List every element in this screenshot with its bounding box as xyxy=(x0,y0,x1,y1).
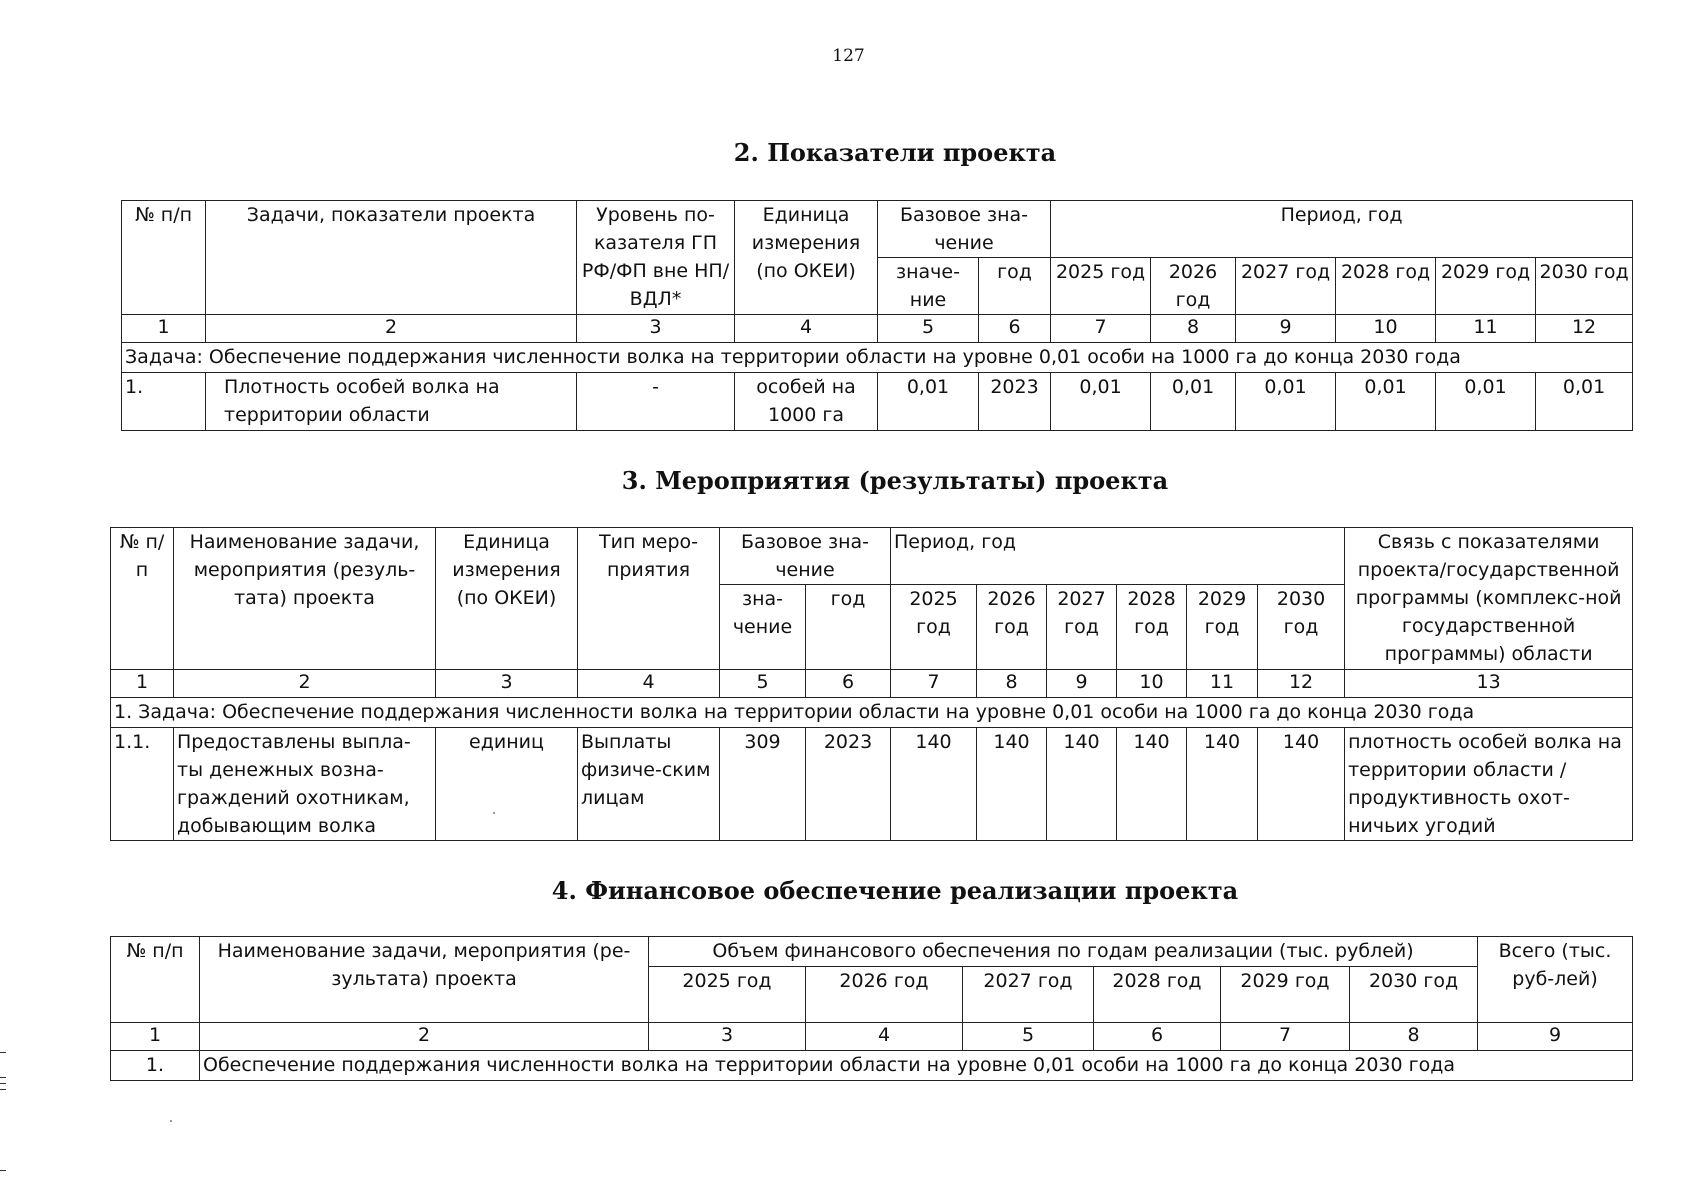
header-name: Наименование задачи, мероприятия (ре-зультата) проекта xyxy=(200,937,649,1023)
column-number: 7 xyxy=(1051,315,1151,343)
header-period: Период, год xyxy=(891,528,1345,585)
scan-mark xyxy=(0,1089,6,1090)
value-2030: 140 xyxy=(1258,728,1345,841)
scan-mark xyxy=(0,1077,6,1078)
column-number: 8 xyxy=(1350,1023,1478,1051)
header-year-2029: 2029 год xyxy=(1436,258,1536,315)
column-number: 1 xyxy=(122,315,206,343)
section-2-title: 2. Показатели проекта xyxy=(733,138,1057,167)
column-number-row xyxy=(111,670,1633,698)
base-value: 309 xyxy=(720,728,806,841)
base-value: 0,01 xyxy=(878,373,979,431)
header-type: Тип меро-приятия xyxy=(578,528,720,670)
header-unit: Единица измерения (по ОКЕИ) xyxy=(436,528,578,670)
header-year-2027: 2027 год xyxy=(1047,585,1117,670)
column-number: 2 xyxy=(206,315,577,343)
header-base: Базовое зна-чение xyxy=(878,201,1051,258)
value-2028: 140 xyxy=(1117,728,1187,841)
header-year-2026: 2026 год xyxy=(1151,258,1236,315)
column-number: 7 xyxy=(1221,1023,1350,1051)
row-num: 1.1. xyxy=(111,728,174,841)
header-year-2030: 2030 год xyxy=(1258,585,1345,670)
value-2030: 0,01 xyxy=(1536,373,1633,431)
column-number: 12 xyxy=(1258,670,1345,698)
column-number: 9 xyxy=(1047,670,1117,698)
table-row xyxy=(111,728,1633,841)
value-2028: 0,01 xyxy=(1336,373,1436,431)
activity-link: плотность особей волка на территории области / продуктивность охот-ничьих угодий xyxy=(1345,728,1633,841)
header-base: Базовое зна-чение xyxy=(720,528,891,585)
column-number: 5 xyxy=(963,1023,1094,1051)
column-number: 13 xyxy=(1345,670,1633,698)
column-number: 4 xyxy=(578,670,720,698)
header-base-year: год xyxy=(979,258,1051,315)
header-year-2029: 2029 год xyxy=(1221,967,1350,1023)
table-row xyxy=(111,1051,1633,1081)
column-number: 1 xyxy=(111,1023,200,1051)
column-number: 2 xyxy=(200,1023,649,1051)
activity-name: Предоставлены выпла-ты денежных возна-граждений охотникам, добывающим волка xyxy=(174,728,436,841)
indicator-unit: особей на 1000 га xyxy=(735,373,878,431)
indicator-level: - xyxy=(577,373,735,431)
base-year: 2023 xyxy=(979,373,1051,431)
header-year-2025: 2025 год xyxy=(891,585,977,670)
column-number: 9 xyxy=(1236,315,1336,343)
activity-unit: единиц xyxy=(436,728,578,841)
page-number: 127 xyxy=(832,46,865,66)
indicator-name: Плотность особей волка на территории области xyxy=(206,373,577,431)
header-volume: Объем финансового обеспечения по годам реализации (тыс. рублей) xyxy=(649,937,1478,967)
column-number: 6 xyxy=(1094,1023,1221,1051)
row-num: 1. xyxy=(111,1051,200,1081)
scan-mark xyxy=(0,1052,6,1053)
header-year-2027: 2027 год xyxy=(963,967,1094,1023)
header-num: № п/п xyxy=(111,937,200,1023)
scan-speck xyxy=(493,812,495,814)
value-2029: 140 xyxy=(1187,728,1258,841)
header-year-2028: 2028 год xyxy=(1336,258,1436,315)
column-number: 6 xyxy=(979,315,1051,343)
header-total: Всего (тыс. руб-лей) xyxy=(1478,937,1633,1023)
header-year-2026: 2026 год xyxy=(806,967,963,1023)
header-base-year: год xyxy=(806,585,891,670)
header-year-2028: 2028 год xyxy=(1117,585,1187,670)
column-number: 9 xyxy=(1478,1023,1633,1051)
column-number: 7 xyxy=(891,670,977,698)
header-base-value: значе-ние xyxy=(878,258,979,315)
header-tasks: Задачи, показатели проекта xyxy=(206,201,577,315)
column-number: 11 xyxy=(1436,315,1536,343)
table-row xyxy=(122,373,1633,431)
column-number: 5 xyxy=(720,670,806,698)
task-row: 1. Задача: Обеспечение поддержания численности волка на территории области на уровне 0,01 особи на 1000 га до конца 2030 года xyxy=(111,698,1633,728)
section-3-title: 3. Мероприятия (результаты) проекта xyxy=(621,466,1169,495)
column-number: 11 xyxy=(1187,670,1258,698)
indicators-table xyxy=(121,200,1633,431)
task-row: Задача: Обеспечение поддержания численности волка на территории области на уровне 0,01 особи на 1000 га до конца 2030 года xyxy=(122,343,1633,373)
header-base-value: зна-чение xyxy=(720,585,806,670)
column-number: 3 xyxy=(436,670,578,698)
header-unit: Единица измерения (по ОКЕИ) xyxy=(735,201,878,315)
column-number: 2 xyxy=(174,670,436,698)
header-year-2027: 2027 год xyxy=(1236,258,1336,315)
header-period: Период, год xyxy=(1051,201,1633,258)
value-2025: 0,01 xyxy=(1051,373,1151,431)
row-num: 1. xyxy=(122,373,206,431)
header-level: Уровень по-казателя ГП РФ/ФП вне НП/ВДЛ* xyxy=(577,201,735,315)
column-number: 12 xyxy=(1536,315,1633,343)
financing-table xyxy=(110,936,1633,1081)
scan-mark xyxy=(0,1083,6,1084)
header-name: Наименование задачи, мероприятия (резуль-тата) проекта xyxy=(174,528,436,670)
header-num: № п/п xyxy=(122,201,206,315)
value-2027: 0,01 xyxy=(1236,373,1336,431)
value-2026: 0,01 xyxy=(1151,373,1236,431)
header-year-2030: 2030 год xyxy=(1536,258,1633,315)
column-number: 10 xyxy=(1117,670,1187,698)
value-2027: 140 xyxy=(1047,728,1117,841)
header-year-2029: 2029 год xyxy=(1187,585,1258,670)
header-year-2030: 2030 год xyxy=(1350,967,1478,1023)
scan-mark xyxy=(0,1170,6,1171)
activity-type: Выплаты физиче-ским лицам xyxy=(578,728,720,841)
scan-speck xyxy=(170,1120,172,1122)
base-year: 2023 xyxy=(806,728,891,841)
column-number: 4 xyxy=(806,1023,963,1051)
header-year-2025: 2025 год xyxy=(649,967,806,1023)
column-number-row xyxy=(122,315,1633,343)
value-2025: 140 xyxy=(891,728,977,841)
column-number: 1 xyxy=(111,670,174,698)
column-number: 4 xyxy=(735,315,878,343)
header-num: № п/п xyxy=(111,528,174,670)
header-year-2025: 2025 год xyxy=(1051,258,1151,315)
column-number: 6 xyxy=(806,670,891,698)
section-4-title: 4. Финансовое обеспечение реализации проекта xyxy=(551,876,1239,905)
column-number: 3 xyxy=(649,1023,806,1051)
column-number-row xyxy=(111,1023,1633,1051)
value-2026: 140 xyxy=(977,728,1047,841)
activities-table xyxy=(110,527,1633,841)
header-link: Связь с показателями проекта/государственной программы (комплекс-ной государственной программы) области xyxy=(1345,528,1633,670)
column-number: 8 xyxy=(1151,315,1236,343)
column-number: 10 xyxy=(1336,315,1436,343)
financing-task: Обеспечение поддержания численности волка на территории области на уровне 0,01 особи на 1000 га до конца 2030 года xyxy=(200,1051,1633,1081)
header-year-2028: 2028 год xyxy=(1094,967,1221,1023)
column-number: 8 xyxy=(977,670,1047,698)
column-number: 5 xyxy=(878,315,979,343)
value-2029: 0,01 xyxy=(1436,373,1536,431)
header-year-2026: 2026 год xyxy=(977,585,1047,670)
column-number: 3 xyxy=(577,315,735,343)
